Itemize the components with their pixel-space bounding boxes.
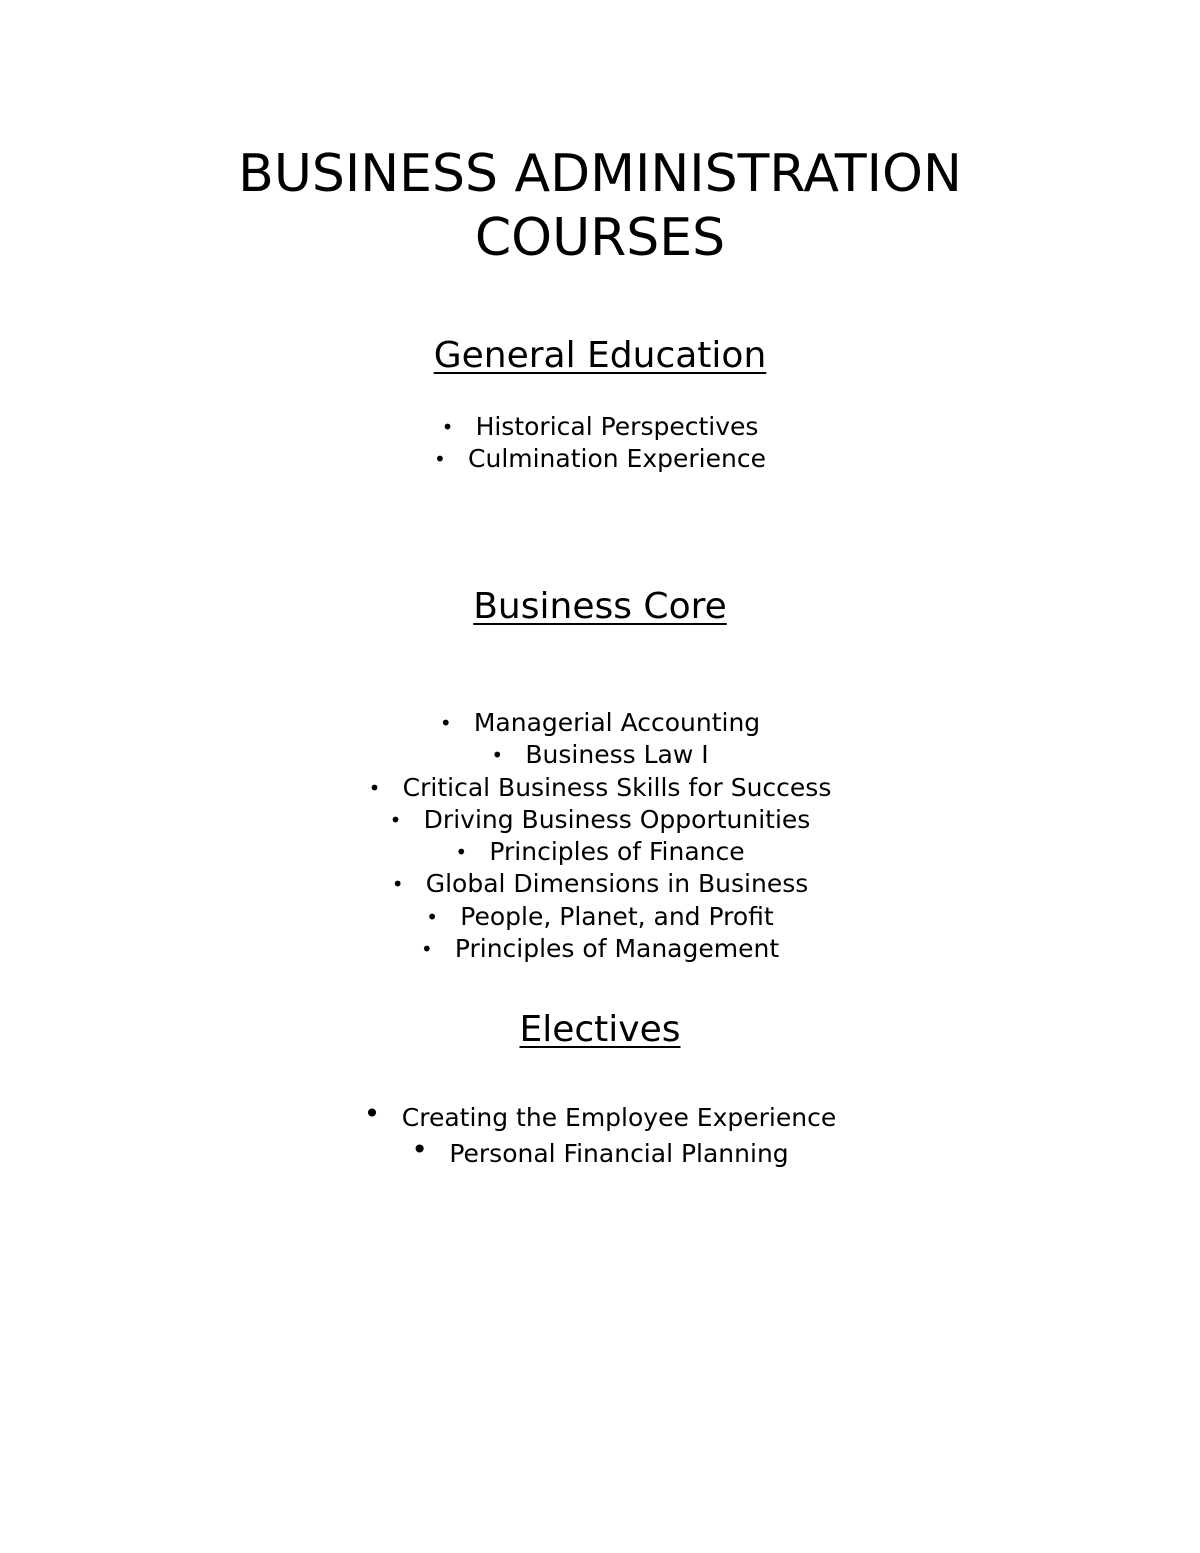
list-item: • Principles of Finance (0, 836, 1200, 868)
bullet-icon: • (439, 711, 452, 735)
bullet-icon: • (434, 447, 446, 472)
bullet-icon: • (426, 904, 439, 929)
bullet-icon: • (441, 415, 454, 439)
list-item: • Creating the Employee Experience (363, 1097, 837, 1132)
list-item: • Historical Perspectives (0, 411, 1200, 443)
section-heading-general-education: General Education (433, 335, 767, 376)
bullet-icon: • (391, 872, 404, 897)
general-education-list (0, 411, 1200, 476)
electives-list (0, 1097, 1200, 1172)
title-line-2: COURSES (474, 208, 726, 268)
list-item: • People, Planet, and Profit (0, 901, 1200, 933)
business-core-list (0, 707, 1200, 965)
bullet-icon: • (363, 1097, 381, 1130)
list-item: • Culmination Experience (0, 443, 1200, 475)
bullet-icon: • (420, 937, 433, 962)
list-item: • Critical Business Skills for Success (0, 772, 1200, 804)
bullet-icon: • (455, 840, 468, 865)
bullet-icon: • (491, 743, 504, 768)
list-item: • Principles of Management (0, 933, 1200, 965)
list-item: • Global Dimensions in Business (0, 868, 1200, 900)
list-item: • Driving Business Opportunities (0, 804, 1200, 836)
section-heading-business-core: Business Core (473, 586, 727, 627)
list-item: • Business Law I (0, 739, 1200, 771)
bullet-icon: • (368, 775, 381, 800)
bullet-icon: • (411, 1133, 428, 1166)
list-item: • Managerial Accounting (0, 707, 1200, 739)
section-heading-electives: Electives (519, 1009, 681, 1050)
list-item: • Personal Financial Planning (411, 1133, 789, 1168)
document-title (0, 142, 1200, 270)
title-line-1: BUSINESS ADMINISTRATION (238, 144, 962, 204)
bullet-icon: • (389, 807, 402, 832)
